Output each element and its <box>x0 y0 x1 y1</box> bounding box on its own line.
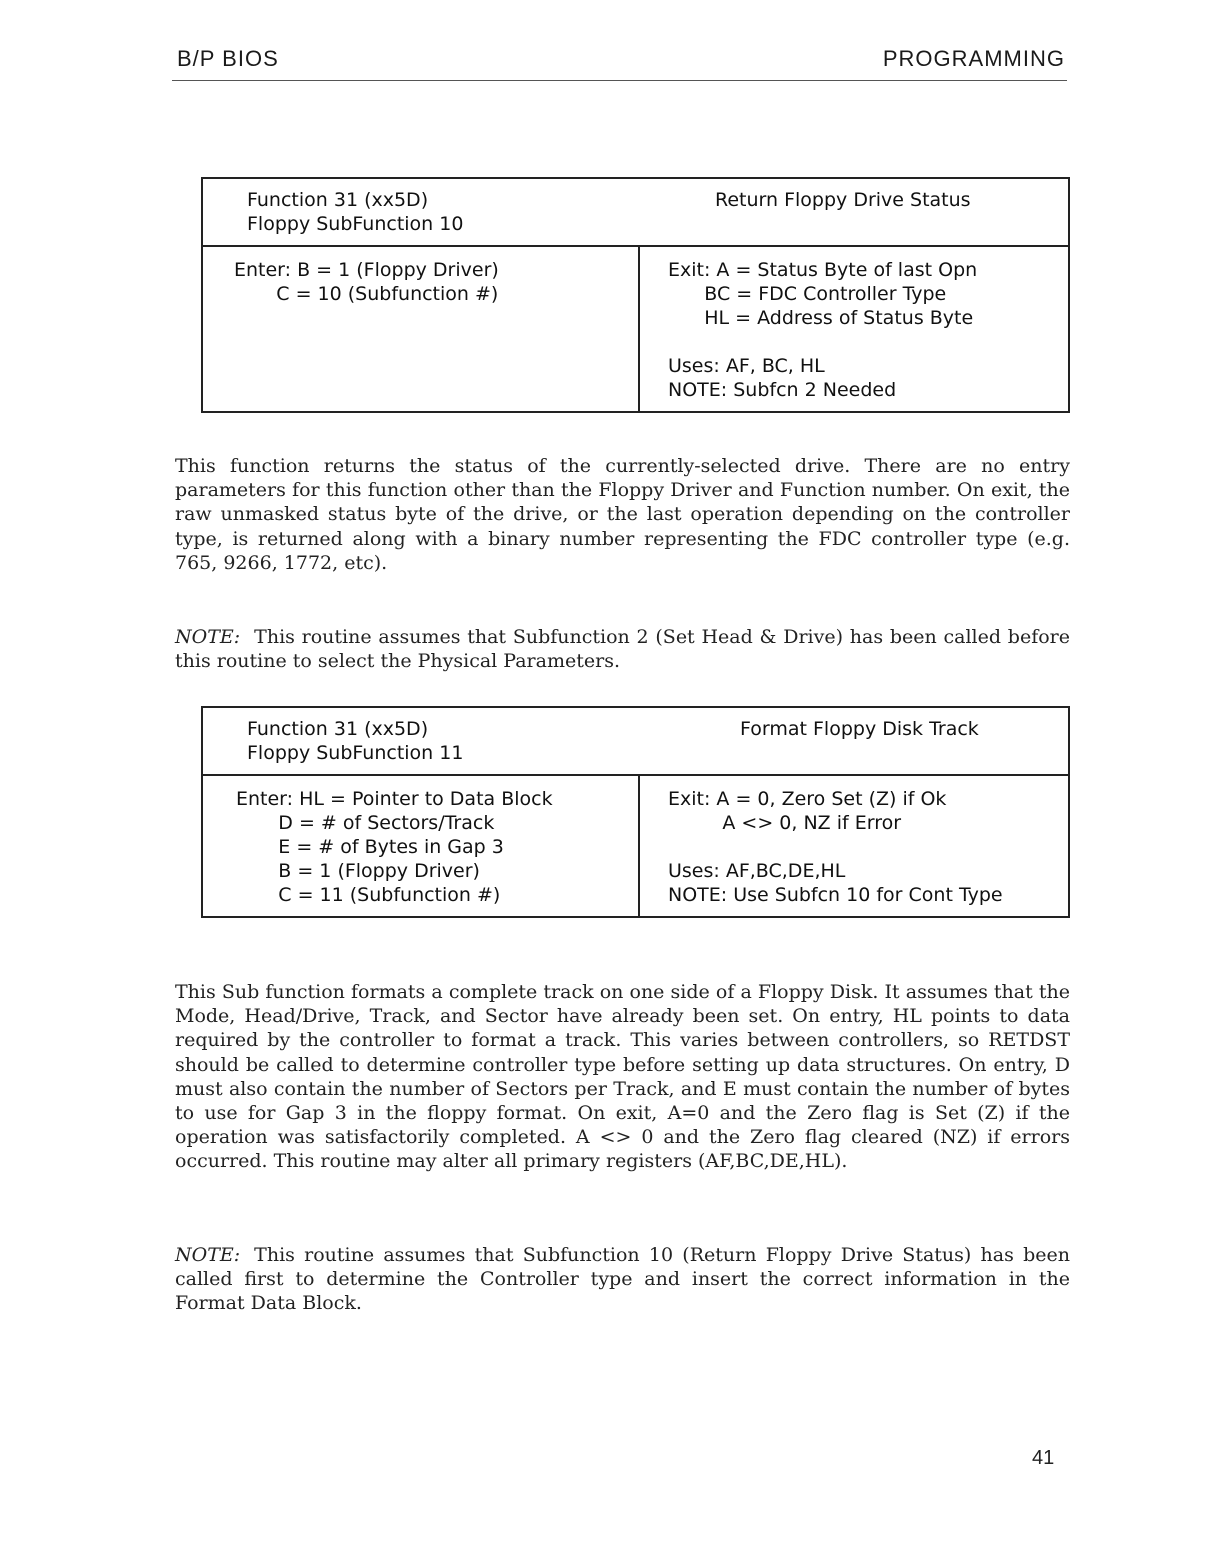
note-2 <box>175 1243 1070 1316</box>
header-right-title: PROGRAMMING <box>882 46 1065 71</box>
enter-line: B = 1 (Floppy Driver) <box>236 860 480 882</box>
enter-line: C = 11 (Subfunction #) <box>236 884 501 906</box>
function-box-2-body <box>203 776 1068 916</box>
exit-line: Exit: A = 0, Zero Set (Z) if Ok <box>668 788 947 810</box>
exit-line: Uses: AF, BC, HL <box>668 355 825 377</box>
function-box-1-description: Return Floppy Drive Status <box>715 189 971 211</box>
function-box-2 <box>201 706 1070 918</box>
function-box-2-header <box>203 708 1068 776</box>
function-box-1-header <box>203 179 1068 247</box>
exit-line: HL = Address of Status Byte <box>668 307 974 329</box>
page-number: 41 <box>1032 1447 1055 1469</box>
enter-line: C = 10 (Subfunction #) <box>234 283 499 305</box>
note-text: This routine assumes that Subfunction 10 (Return Floppy Drive Status) has been called first to determine the Controller type and insert the correct information in the Format Data Block. <box>175 1244 1070 1315</box>
note-1 <box>175 625 1070 673</box>
function-box-2-subtitle: Floppy SubFunction 11 <box>247 742 464 764</box>
paragraph-2: This Sub function formats a complete track on one side of a Floppy Disk. It assumes that the Mode, Head/Drive, Track, and Sector have already been set. On entry, HL points to data required by the controller to format a track. This varies between controllers, so RETDST should be called to determine controller type before setting up data structures. On entry, D must also contain the number of Sectors per Track, and E must contain the number of bytes to use for Gap 3 in the floppy format. On exit, A=0 and the Zero flag is Set (Z) if the operation was satisfactorily completed. A <> 0 and the Zero flag cleared (NZ) if errors occurred. This routine may alter all primary registers (AF,BC,DE,HL). <box>175 981 1070 1173</box>
note-text: This routine assumes that Subfunction 2 (Set Head & Drive) has been called before this routine to select the Physical Parameters. <box>175 626 1070 673</box>
enter-line: D = # of Sectors/Track <box>236 812 495 834</box>
function-box-2-title: Function 31 (xx5D) <box>247 718 429 740</box>
exit-line: Exit: A = Status Byte of last Opn <box>668 259 978 281</box>
function-box-1 <box>201 177 1070 413</box>
exit-line: A <> 0, NZ if Error <box>668 812 902 834</box>
enter-line: E = # of Bytes in Gap 3 <box>236 836 504 858</box>
note-label: NOTE: <box>175 1244 241 1266</box>
function-box-2-divider <box>638 776 640 916</box>
exit-line: Uses: AF,BC,DE,HL <box>668 860 846 882</box>
header-left-title: B/P BIOS <box>177 46 279 71</box>
exit-line: NOTE: Subfcn 2 Needed <box>668 379 897 401</box>
exit-line: NOTE: Use Subfcn 10 for Cont Type <box>668 884 1003 906</box>
enter-line: Enter: B = 1 (Floppy Driver) <box>234 259 499 281</box>
function-box-1-title: Function 31 (xx5D) <box>247 189 429 211</box>
paragraph-1: This function returns the status of the currently-selected drive. There are no entry parameters for this function other than the Floppy Driver and Function number. On exit, the raw unmasked status byte of the drive, or the last operation depending on the controller type, is returned along with a binary number representing the FDC controller type (e.g. 765, 9266, 1772, etc). <box>175 455 1070 574</box>
enter-line: Enter: HL = Pointer to Data Block <box>236 788 553 810</box>
function-box-1-divider <box>638 247 640 411</box>
function-box-1-subtitle: Floppy SubFunction 10 <box>247 213 464 235</box>
function-box-1-body <box>203 247 1068 411</box>
note-label: NOTE: <box>175 626 241 648</box>
exit-line: BC = FDC Controller Type <box>668 283 947 305</box>
function-box-2-description: Format Floppy Disk Track <box>740 718 979 740</box>
header-rule <box>172 80 1067 81</box>
